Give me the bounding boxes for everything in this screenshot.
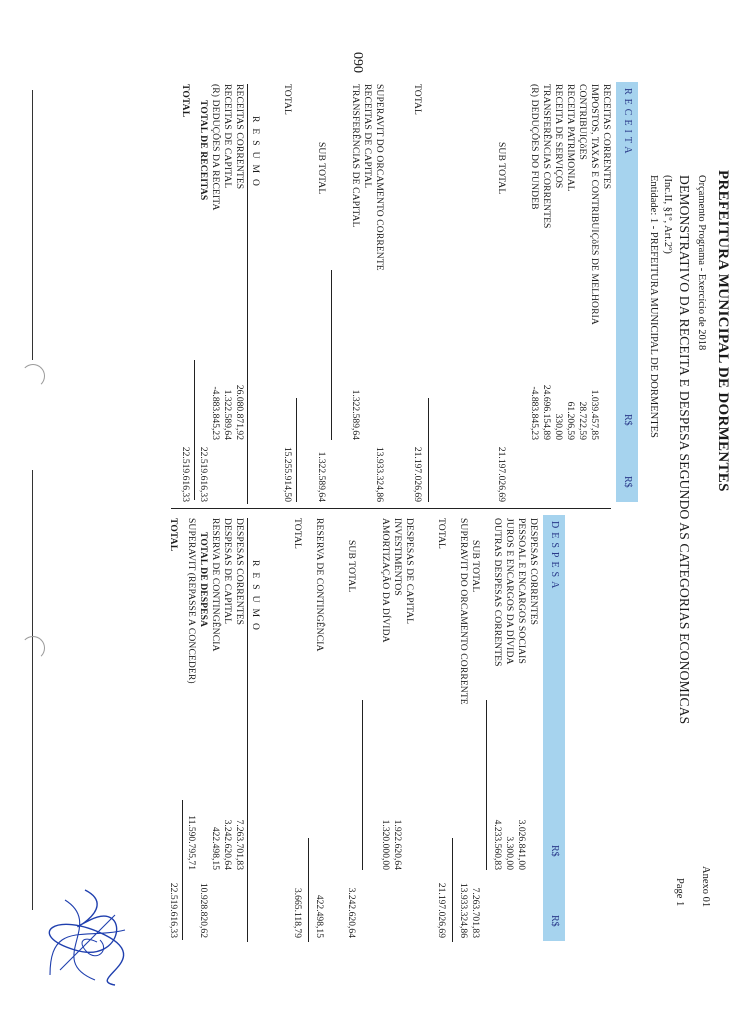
- despesa-subtotal: SUB TOTAL: [470, 540, 481, 593]
- page-number: Page 1: [674, 878, 685, 907]
- despesa-superavit: SUPERAVIT DO ORCAMENTO CORRENTE: [458, 518, 469, 705]
- binder-hole-right-icon: [21, 636, 45, 660]
- receita-transferencias-value: 24.696.154,89: [541, 384, 552, 440]
- despesa-reserva-value: 422.498,15: [314, 894, 325, 938]
- despesa-col1-header: R$: [549, 845, 560, 857]
- despesa-superavit-value: 13.933.324,86: [458, 882, 469, 938]
- despesa-subtotal-2-value: 3.242.620,64: [346, 887, 357, 938]
- receita-subtotal-2: SUB TOTAL: [316, 142, 327, 195]
- despesa-amortizacao-value: 1.320.000,00: [380, 819, 391, 870]
- despesa-total-2: TOTAL: [292, 518, 303, 549]
- despesa-header: [543, 515, 565, 941]
- despesa-pessoal: PESSOAL E ENCARGOS SOCIAIS: [516, 518, 527, 664]
- receita-servicos-value: 330,00: [553, 413, 564, 440]
- binder-hole-left-icon: [21, 364, 45, 388]
- receita-patrimonial-value: 61.206,59: [565, 401, 576, 440]
- despesa-col2-header: R$: [549, 915, 560, 927]
- despesa-subtotal-2: SUB TOTAL: [346, 540, 357, 593]
- receita-resumo-rule-top: [247, 84, 248, 504]
- despesa-outras: OUTRAS DESPESAS CORRENTES: [492, 518, 503, 667]
- receita-subtotal: SUB TOTAL: [496, 142, 507, 195]
- receita-rule-1: [428, 398, 429, 502]
- receita-col1-header: R$: [622, 414, 633, 426]
- receita-resumo-total-receitas: TOTAL DE RECEITAS: [198, 100, 209, 201]
- receita-resumo-total: TOTAL: [180, 84, 191, 118]
- receita-resumo-deducoes: (R) DEDUÇÕES DA RECEITA: [210, 84, 221, 211]
- receita-deducoes-fundeb: (R) DEDUÇÕES DO FUNDEB: [529, 84, 540, 210]
- despesa-rule-2: [452, 838, 453, 942]
- despesa-subtotal-value: 7.263.701,83: [470, 887, 481, 938]
- receita-servicos: RECEITA DE SERVIÇOS: [553, 84, 564, 189]
- receita-superavit-value: 13.933.324,86: [374, 446, 385, 502]
- despesa-resumo-capital: DESPESAS DE CAPITAL: [222, 518, 233, 625]
- receita-transf-capital: TRANSFERÊNCIAS DE CAPITAL: [350, 84, 361, 228]
- signature-icon: [35, 880, 145, 1000]
- bottom-rule-left: [32, 90, 33, 360]
- receita-superavit: SUPERAVIT DO ORCAMENTO CORRENTE: [374, 84, 385, 271]
- despesa-pessoal-value: 3.026.841,00: [516, 819, 527, 870]
- despesa-total-2-value: 3.665.118,79: [292, 887, 303, 938]
- document-title: PREFEITURA MUNICIPAL DE DORMENTES: [715, 170, 731, 492]
- page-stamp: 090: [350, 52, 365, 73]
- receita-contribuicoes: CONTRIBUIÇõES: [577, 84, 588, 160]
- despesa-resumo-reserva: RESERVA DE CONTINGÊNCIA: [210, 518, 221, 652]
- despesa-rule-4: [308, 838, 309, 942]
- receita-deducoes-fundeb-value: -4.883.845,23: [529, 386, 540, 440]
- annex-label: Anexo 01: [700, 866, 711, 908]
- despesa-resumo-correntes-value: 7.263.701,83: [234, 819, 245, 870]
- despesa-outras-value: 4.233.560,83: [492, 819, 503, 870]
- despesa-resumo-label: RESUMO: [250, 560, 261, 636]
- despesa-correntes: DESPESAS CORRENTES: [528, 518, 539, 626]
- receita-total-2: TOTAL: [282, 84, 293, 115]
- program-line: Orçamento Programa - Exercício de 2018: [696, 175, 707, 351]
- despesa-resumo-superavit: SUPERAVIT (REPASSE A CONCEDER): [186, 518, 197, 684]
- despesa-juros: JUROS E ENCARGOS DA DÍVIDA: [504, 518, 515, 665]
- receita-resumo-capital: RECEITAS DE CAPITAL: [222, 84, 233, 189]
- despesa-investimentos: INVESTIMENTOS: [392, 518, 403, 596]
- receita-correntes: RECEITAS CORRENTES: [601, 84, 612, 190]
- despesa-juros-value: 3.300,00: [504, 836, 515, 870]
- receita-resumo-total-receitas-value: 22.519.616,33: [198, 446, 209, 502]
- receita-total-value: 21.197.026,69: [412, 446, 423, 502]
- entity-line: Entidade: 1 - PREFEITURA MUNICIPAL DE DORMENTES: [648, 175, 659, 438]
- despesa-resumo-rule-top: [247, 518, 248, 942]
- receita-capital: RECEITAS DE CAPITAL: [362, 84, 373, 189]
- receita-total: TOTAL: [412, 84, 423, 115]
- despesa-resumo-total: TOTAL: [168, 518, 179, 552]
- receita-resumo-capital-value: 1.322.589,64: [222, 389, 233, 440]
- receita-resumo-label: RESUMO: [250, 116, 261, 192]
- despesa-resumo-total-despesa: TOTAL DE DESPESA: [198, 532, 209, 628]
- despesa-total: TOTAL: [436, 518, 447, 549]
- receita-contribuicoes-value: 28.722,59: [577, 401, 588, 440]
- despesa-rule-1: [486, 700, 487, 870]
- despesa-resumo-superavit-value: 11.590.795,71: [186, 815, 197, 870]
- receita-rule-3: [296, 398, 297, 502]
- despesa-resumo-correntes: DESPESAS CORRENTES: [234, 518, 245, 626]
- center-divider: [171, 508, 611, 509]
- receita-resumo-rule-bottom: [194, 360, 195, 500]
- receita-resumo-deducoes-value: -4.883.845,23: [210, 386, 221, 440]
- despesa-resumo-total-value: 22.519.616,33: [168, 882, 179, 938]
- statement-title: DEMONSTRATIVO DA RECEITA E DESPESA SEGUNDO AS CATEGORIAS ECONOMICAS: [677, 175, 692, 725]
- receita-resumo-total-value: 22.519.616,33: [180, 446, 191, 502]
- receita-patrimonial: RECEITA PATRIMONIAL: [565, 84, 576, 192]
- despesa-amortizacao: AMORTIZAÇÃO DA DÍVIDA: [380, 518, 391, 643]
- receita-resumo-correntes: RECEITAS CORRENTES: [234, 84, 245, 190]
- bottom-rule-right: [32, 470, 33, 910]
- receita-header: [616, 82, 638, 502]
- receita-col2-header: R$: [622, 476, 633, 488]
- receita-transferencias: TRANSFERÊNCIAS CORRENTES: [541, 84, 552, 229]
- despesa-capital: DESPESAS DE CAPITAL: [404, 518, 415, 625]
- despesa-total-value: 21.197.026,69: [436, 882, 447, 938]
- despesa-rule-3: [362, 700, 363, 870]
- receita-subtotal-2-value: 1.322.589,64: [316, 451, 327, 502]
- despesa-header-label: DESPESA: [549, 521, 560, 593]
- despesa-resumo-rule-bottom: [182, 800, 183, 940]
- receita-resumo-correntes-value: 26.080.871,92: [234, 384, 245, 440]
- receita-subtotal-value: 21.197.026,69: [496, 446, 507, 502]
- despesa-resumo-capital-value: 3.242.620,64: [222, 819, 233, 870]
- receita-total-2-value: 15.255.914,50: [282, 446, 293, 502]
- legal-reference: (Inc.II, §1º, Art.2º): [662, 175, 673, 254]
- receita-transf-capital-value: 1.322.589,64: [350, 389, 361, 440]
- despesa-resumo-reserva-value: 422.498,15: [210, 826, 221, 870]
- despesa-reserva: RESERVA DE CONTINGÊNCIA: [314, 518, 325, 652]
- receita-header-label: RECEITA: [622, 88, 633, 158]
- receita-rule-2: [331, 270, 332, 440]
- receita-impostos-value: 1.039.457,85: [589, 389, 600, 440]
- despesa-investimentos-value: 1.922.620,64: [392, 819, 403, 870]
- despesa-resumo-total-despesa-value: 10.928.820,62: [198, 882, 209, 938]
- receita-impostos: IMPOSTOS, TAXAS E CONTRIBUIÇõES DE MELHORIA: [589, 84, 600, 325]
